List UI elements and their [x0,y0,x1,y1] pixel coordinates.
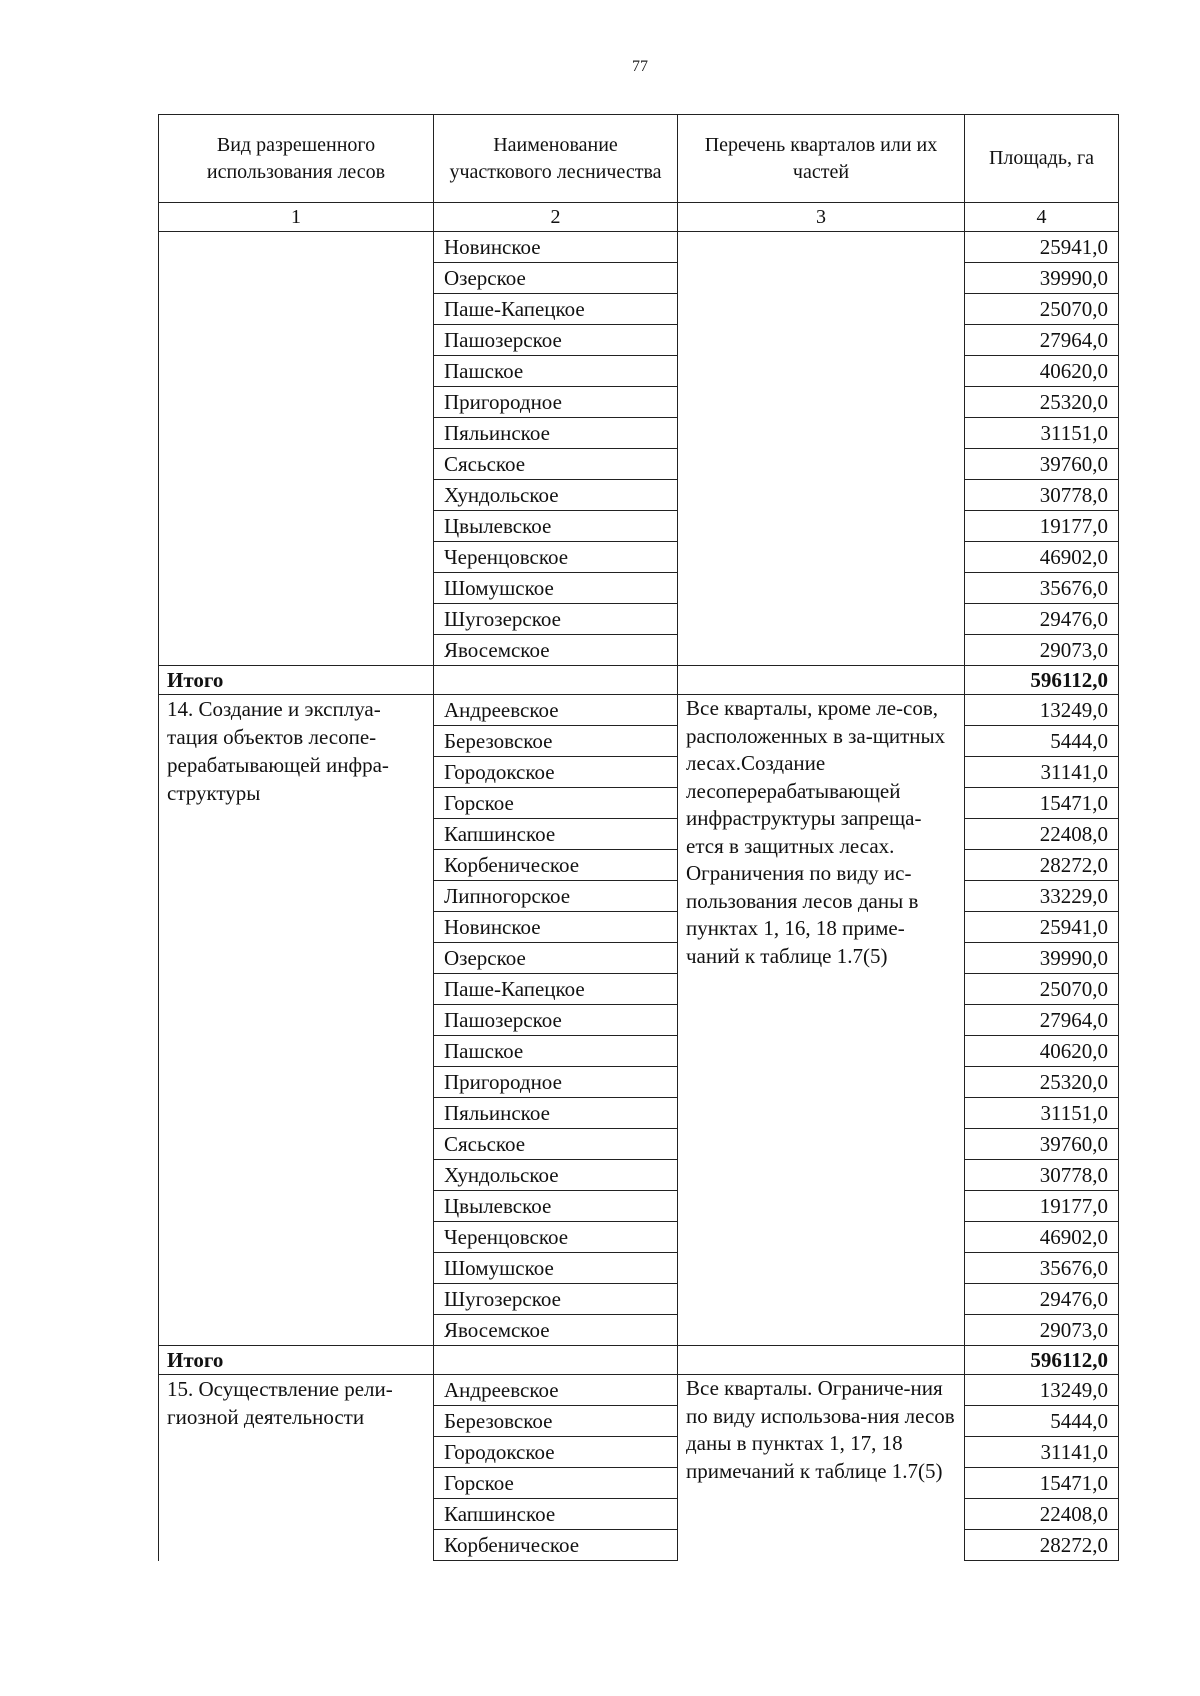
area-cell: 22408,0 [965,819,1119,850]
area-cell: 27964,0 [965,325,1119,356]
forestry-name-cell: Цвылевское [434,511,678,542]
area-cell: 46902,0 [965,1222,1119,1253]
use-type-cell: 14. Создание и эксплуа-тация объектов лесопе-рерабатывающей инфра-структуры [159,695,434,1346]
column-number: 4 [965,203,1119,232]
quarters-description-cell [678,232,965,666]
area-cell: 25070,0 [965,294,1119,325]
area-cell: 35676,0 [965,573,1119,604]
forestry-name-cell: Черенцовское [434,1222,678,1253]
total-empty-cell [434,666,678,695]
area-cell: 13249,0 [965,695,1119,726]
forest-use-table-container [158,114,1118,1561]
forestry-name-cell: Хундольское [434,480,678,511]
area-cell: 39990,0 [965,943,1119,974]
total-label-cell: Итого [159,1346,434,1375]
total-row [159,1346,1119,1375]
forestry-name-cell: Пашозерское [434,325,678,356]
area-cell: 25070,0 [965,974,1119,1005]
forestry-name-cell: Озерское [434,943,678,974]
area-cell: 31141,0 [965,1437,1119,1468]
area-cell: 5444,0 [965,726,1119,757]
use-type-cell: 15. Осуществление рели-гиозной деятельности [159,1375,434,1561]
area-cell: 28272,0 [965,850,1119,881]
area-cell: 39760,0 [965,1129,1119,1160]
forestry-name-cell: Шугозерское [434,604,678,635]
table-body [159,232,1119,1561]
total-empty-cell [434,1346,678,1375]
forestry-name-cell: Капшинское [434,819,678,850]
use-type-cell [159,232,434,666]
forestry-name-cell: Городокское [434,1437,678,1468]
area-cell: 5444,0 [965,1406,1119,1437]
forestry-name-cell: Березовское [434,726,678,757]
forestry-name-cell: Паше-Капецкое [434,294,678,325]
forestry-name-cell: Шомушское [434,573,678,604]
area-cell: 29073,0 [965,635,1119,666]
forestry-name-cell: Пашское [434,356,678,387]
forestry-name-cell: Паше-Капецкое [434,974,678,1005]
forestry-name-cell: Андреевское [434,695,678,726]
forestry-name-cell: Пашское [434,1036,678,1067]
area-cell: 33229,0 [965,881,1119,912]
total-value-cell: 596112,0 [965,666,1119,695]
forestry-name-cell: Шомушское [434,1253,678,1284]
area-cell: 29476,0 [965,604,1119,635]
total-row [159,666,1119,695]
forestry-name-cell: Черенцовское [434,542,678,573]
area-cell: 25320,0 [965,1067,1119,1098]
forestry-name-cell: Хундольское [434,1160,678,1191]
total-empty-cell [678,1346,965,1375]
area-cell: 31151,0 [965,418,1119,449]
forestry-name-cell: Явосемское [434,635,678,666]
area-cell: 29073,0 [965,1315,1119,1346]
forestry-name-cell: Липногорское [434,881,678,912]
column-numbers-row [159,203,1119,232]
forestry-name-cell: Городокское [434,757,678,788]
area-cell: 39990,0 [965,263,1119,294]
forestry-name-cell: Сясьское [434,449,678,480]
table-row [159,1375,1119,1406]
area-cell: 31141,0 [965,757,1119,788]
total-value-cell: 596112,0 [965,1346,1119,1375]
area-cell: 30778,0 [965,1160,1119,1191]
forestry-name-cell: Корбеническое [434,850,678,881]
total-label-cell: Итого [159,666,434,695]
area-cell: 29476,0 [965,1284,1119,1315]
area-cell: 19177,0 [965,1191,1119,1222]
area-cell: 25941,0 [965,912,1119,943]
area-cell: 15471,0 [965,788,1119,819]
area-cell: 22408,0 [965,1499,1119,1530]
area-cell: 25941,0 [965,232,1119,263]
quarters-description-cell: Все кварталы, кроме ле-сов, расположенных в за-щитных лесах.Создание лесоперерабатывающей инфраструктуры запреща-ется в защитных лесах. Ограничения по виду ис-пользования лесов даны в пунктах 1, 16, 18 приме-чаний к таблице 1.7(5) [678,695,965,1346]
header-use-type: Вид разрешенного использования лесов [159,115,434,203]
forestry-name-cell: Капшинское [434,1499,678,1530]
forestry-name-cell: Пяльинское [434,1098,678,1129]
area-cell: 15471,0 [965,1468,1119,1499]
area-cell: 30778,0 [965,480,1119,511]
forestry-name-cell: Цвылевское [434,1191,678,1222]
column-number: 1 [159,203,434,232]
forestry-name-cell: Корбеническое [434,1530,678,1561]
forestry-name-cell: Пригородное [434,387,678,418]
forestry-name-cell: Шугозерское [434,1284,678,1315]
area-cell: 25320,0 [965,387,1119,418]
table-header [159,115,1119,232]
area-cell: 31151,0 [965,1098,1119,1129]
page-number: 77 [632,58,648,75]
forestry-name-cell: Новинское [434,232,678,263]
header-area: Площадь, га [965,115,1119,203]
forestry-name-cell: Горское [434,1468,678,1499]
forestry-name-cell: Явосемское [434,1315,678,1346]
area-cell: 46902,0 [965,542,1119,573]
header-quarters-list: Перечень кварталов или их частей [678,115,965,203]
forestry-name-cell: Пяльинское [434,418,678,449]
area-cell: 13249,0 [965,1375,1119,1406]
forestry-name-cell: Березовское [434,1406,678,1437]
forestry-name-cell: Пашозерское [434,1005,678,1036]
table-row [159,695,1119,726]
forestry-name-cell: Андреевское [434,1375,678,1406]
table-row [159,232,1119,263]
forestry-name-cell: Горское [434,788,678,819]
forestry-name-cell: Озерское [434,263,678,294]
header-forestry-name: Наименование участкового лесничества [434,115,678,203]
area-cell: 40620,0 [965,1036,1119,1067]
quarters-description-cell: Все кварталы. Ограниче-ния по виду использова-ния лесов даны в пунктах 1, 17, 18 примечаний к таблице 1.7(5) [678,1375,965,1561]
column-number: 3 [678,203,965,232]
forestry-name-cell: Пригородное [434,1067,678,1098]
area-cell: 28272,0 [965,1530,1119,1561]
forestry-name-cell: Сясьское [434,1129,678,1160]
area-cell: 19177,0 [965,511,1119,542]
area-cell: 40620,0 [965,356,1119,387]
area-cell: 39760,0 [965,449,1119,480]
area-cell: 27964,0 [965,1005,1119,1036]
total-empty-cell [678,666,965,695]
column-number: 2 [434,203,678,232]
forest-use-table [158,114,1119,1561]
forestry-name-cell: Новинское [434,912,678,943]
area-cell: 35676,0 [965,1253,1119,1284]
